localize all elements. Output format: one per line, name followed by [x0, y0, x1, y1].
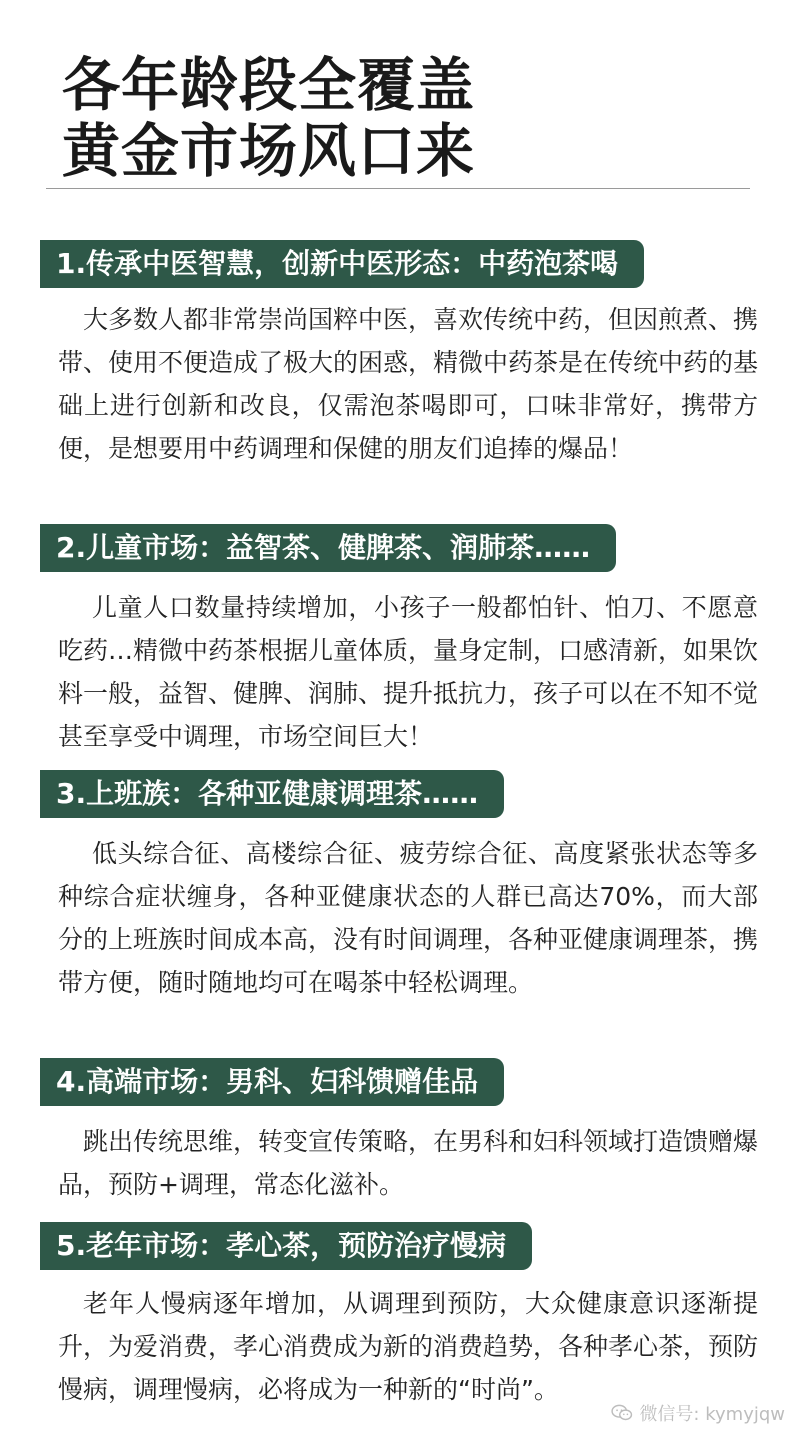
section-2-header: 2.儿童市场：益智茶、健脾茶、润肺茶…… — [40, 524, 616, 572]
section-5-header: 5.老年市场：孝心茶，预防治疗慢病 — [40, 1222, 532, 1270]
section-3-body: 低头综合征、高楼综合征、疲劳综合征、高度紧张状态等多种综合症状缠身，各种亚健康状态的人群已高达70%，而大部分的上班族时间成本高，没有时间调理，各种亚健康调理茶，携带方便，随时随地均可在喝茶中轻松调理。 — [58, 839, 759, 997]
section-5-body: 老年人慢病逐年增加，从调理到预防，大众健康意识逐渐提升，为爱消费，孝心消费成为新的消费趋势，各种孝心茶，预防慢病，调理慢病，必将成为一种新的“时尚”。 — [58, 1289, 759, 1404]
section-4-body: 跳出传统思维，转变宣传策略，在男科和妇科领域打造馈赠爆品，预防+调理，常态化滋补。 — [58, 1127, 759, 1199]
section-1-header: 1.传承中医智慧，创新中医形态：中药泡茶喝 — [40, 240, 644, 288]
title-line-1: 各年龄段全覆盖 — [62, 51, 476, 119]
watermark — [611, 1400, 785, 1426]
page-title — [62, 52, 475, 184]
section-1-body: 大多数人都非常崇尚国粹中医，喜欢传统中药，但因煎煮、携带、使用不便造成了极大的困惑，精微中药茶是在传统中药的基础上进行创新和改良，仅需泡茶喝即可，口味非常好，携带方便，是想要用中药调理和保健的朋友们追捧的爆品！ — [58, 305, 759, 463]
title-line-2: 黄金市场风口来 — [62, 117, 476, 185]
watermark-text: 微信号: kymyjqw — [639, 1404, 785, 1425]
wechat-icon — [611, 1404, 633, 1422]
title-divider — [46, 188, 750, 189]
section-4-header: 4.高端市场：男科、妇科馈赠佳品 — [40, 1058, 504, 1106]
section-2-body: 儿童人口数量持续增加，小孩子一般都怕针、怕刀、不愿意吃药…精微中药茶根据儿童体质，量身定制，口感清新，如果饮料一般，益智、健脾、润肺、提升抵抗力，孩子可以在不知不觉甚至享受中调理，市场空间巨大！ — [58, 593, 759, 751]
section-3-header: 3.上班族：各种亚健康调理茶…… — [40, 770, 504, 818]
